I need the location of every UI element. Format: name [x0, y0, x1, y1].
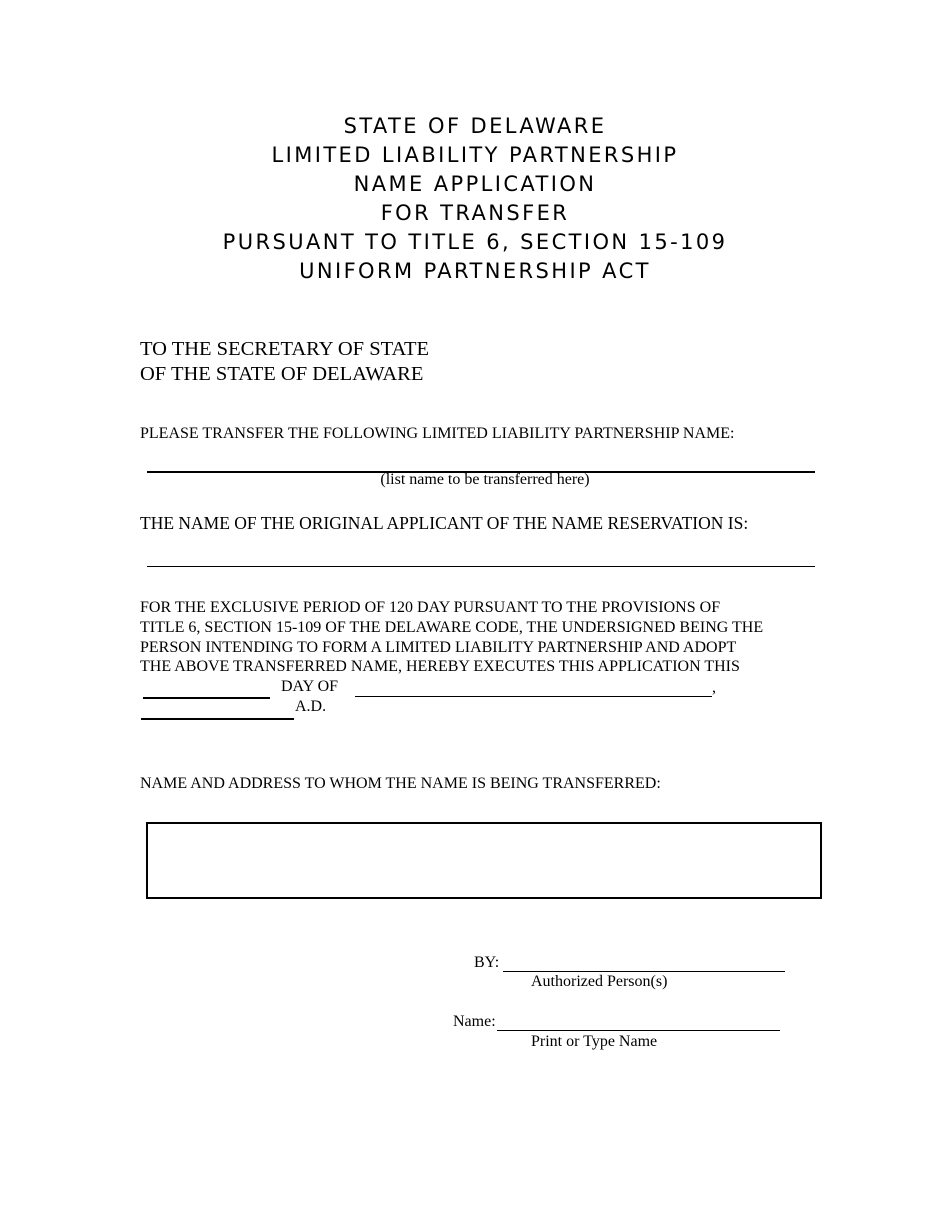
- by-caption: Authorized Person(s): [531, 973, 668, 990]
- name-label: Name:: [453, 1013, 496, 1030]
- title-line: NAME APPLICATION: [353, 172, 597, 196]
- addressee-line: OF THE STATE OF DELAWARE: [140, 363, 424, 385]
- month-field[interactable]: [355, 696, 712, 697]
- print-name-field[interactable]: [497, 1030, 780, 1031]
- transfer-name-label: PLEASE TRANSFER THE FOLLOWING LIMITED LIABILITY PARTNERSHIP NAME:: [140, 425, 735, 442]
- title-line: UNIFORM PARTNERSHIP ACT: [299, 259, 651, 283]
- statement-line: FOR THE EXCLUSIVE PERIOD OF 120 DAY PURSUANT TO THE PROVISIONS OF: [140, 599, 721, 616]
- comma: ,: [712, 679, 716, 696]
- addressee-line: TO THE SECRETARY OF STATE: [140, 338, 430, 360]
- statement-line: TITLE 6, SECTION 15-109 OF THE DELAWARE CODE, THE UNDERSIGNED BEING THE: [140, 618, 764, 636]
- form-title: [0, 112, 950, 286]
- title-line: FOR TRANSFER: [380, 201, 570, 225]
- day-of-label: DAY OF: [281, 678, 339, 695]
- recipient-address-box[interactable]: [146, 822, 822, 899]
- by-label: BY:: [474, 954, 500, 971]
- recipient-label: NAME AND ADDRESS TO WHOM THE NAME IS BEING TRANSFERRED:: [140, 775, 661, 792]
- authorized-person-signature-field[interactable]: [503, 971, 785, 972]
- statement-paragraph: [140, 598, 763, 677]
- title-line: LIMITED LIABILITY PARTNERSHIP: [271, 143, 679, 167]
- statement-line: THE ABOVE TRANSFERRED NAME, HEREBY EXECUTES THIS APPLICATION THIS: [140, 658, 740, 676]
- statement-line: PERSON INTENDING TO FORM A LIMITED LIABILITY PARTNERSHIP AND ADOPT: [140, 638, 737, 656]
- year-field[interactable]: [141, 718, 294, 720]
- addressee: [140, 337, 429, 387]
- day-field[interactable]: [143, 697, 270, 699]
- ad-label: A.D.: [295, 698, 327, 715]
- transfer-name-caption: (list name to be transferred here): [380, 471, 590, 488]
- original-applicant-label: THE NAME OF THE ORIGINAL APPLICANT OF THE NAME RESERVATION IS:: [140, 513, 749, 533]
- original-applicant-field[interactable]: [147, 566, 815, 567]
- title-line: PURSUANT TO TITLE 6, SECTION 15-109: [222, 230, 728, 254]
- name-caption: Print or Type Name: [531, 1033, 658, 1050]
- title-line: STATE OF DELAWARE: [343, 114, 607, 138]
